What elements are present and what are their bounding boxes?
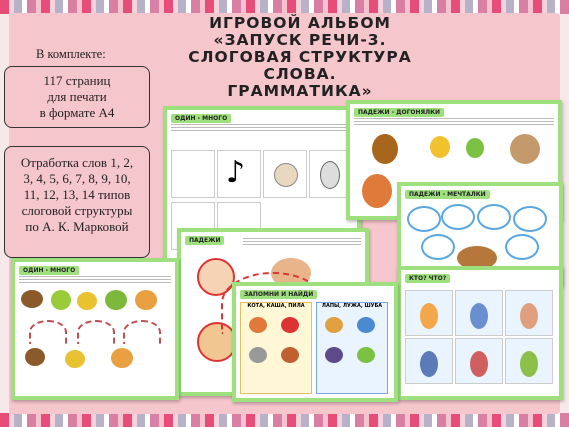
nut-icon — [274, 163, 298, 187]
page-title — [150, 15, 450, 100]
dashed-arc — [123, 320, 161, 344]
title-line: СЛОГОВАЯ СТРУКТУРА СЛОВА. — [188, 48, 412, 83]
picture-cell — [405, 290, 453, 336]
thought-cloud — [477, 204, 511, 230]
picture-cell — [505, 290, 553, 336]
picture-cell — [263, 150, 307, 198]
house-icon — [21, 290, 43, 308]
girl-icon — [420, 303, 438, 329]
house-icon — [25, 348, 45, 366]
puddle-icon — [357, 317, 375, 333]
thought-cloud — [505, 234, 539, 260]
card-kota — [240, 302, 312, 394]
worksheet-odin-mnogo-bottom — [11, 258, 179, 400]
sheet-title: ПАДЕЖИ - ДОГОНЯЛКИ — [354, 108, 444, 117]
info-line: Отработка слов 1, 2, — [20, 155, 134, 170]
sheet-title: ПАДЕЖИ — [185, 236, 224, 245]
bottom-stripe-border — [0, 413, 569, 427]
sheet-title: ЗАПОМНИ И НАЙДИ — [240, 290, 317, 299]
lemon-icon — [65, 350, 85, 368]
title-line: ИГРОВОЙ АЛЬБОМ — [209, 14, 391, 32]
sheet-title: ПАДЕЖИ - МЕЧТАЛКИ — [405, 190, 490, 199]
picture-cell — [505, 338, 553, 384]
syllable-types-box — [4, 146, 150, 258]
owl-icon — [372, 134, 398, 164]
picture-cell — [455, 290, 503, 336]
thought-cloud — [513, 206, 547, 232]
info-line: 3, 4, 5, 6, 7, 8, 9, 10, — [23, 171, 131, 186]
coat-icon — [325, 347, 343, 363]
thought-cloud — [421, 234, 455, 260]
kit-label: В комплекте: — [36, 47, 106, 61]
title-line: «ЗАПУСК РЕЧИ-3. — [213, 31, 387, 49]
saw-icon — [281, 317, 299, 333]
apple-icon — [51, 290, 71, 310]
cabbage-icon — [105, 290, 127, 310]
picture-cell — [455, 338, 503, 384]
bug-icon — [320, 161, 340, 189]
pages-info-box — [4, 66, 150, 128]
frog-icon — [357, 347, 375, 363]
top-stripe-border — [0, 0, 569, 14]
thought-cloud — [441, 204, 475, 230]
plant-icon — [520, 351, 538, 377]
bowl-icon — [249, 317, 267, 333]
picture-cell — [309, 150, 351, 198]
dashed-arc — [77, 320, 115, 344]
card-lapy — [316, 302, 388, 394]
info-line: 117 страниц — [43, 73, 111, 88]
picture-cell — [217, 150, 261, 198]
worksheet-kto-chto — [397, 266, 563, 400]
grandma-icon — [520, 303, 538, 329]
sheet-title: ОДИН - МНОГО — [171, 114, 231, 123]
sheet-title: ОДИН - МНОГО — [19, 266, 79, 275]
info-line: в формате А4 — [39, 105, 115, 120]
boy-runner-icon — [362, 174, 392, 208]
info-line: слоговой структуры — [21, 203, 133, 218]
thought-cloud — [407, 206, 441, 232]
picture-cell — [405, 338, 453, 384]
paw-icon — [325, 317, 343, 333]
sheet-title: КТО? ЧТО? — [405, 274, 450, 283]
sheet-instructions — [243, 238, 361, 246]
info-line: 11, 12, 13, 14 типов — [23, 187, 131, 202]
info-line: по А. К. Марковой — [25, 219, 129, 234]
sheet-instructions — [171, 124, 353, 132]
sheet-instructions — [354, 118, 554, 126]
lemon-icon — [77, 292, 97, 310]
child-icon — [470, 351, 488, 377]
sheet-instructions — [19, 276, 171, 284]
orange-icon — [135, 290, 157, 310]
dashed-arc — [29, 320, 67, 344]
snake-icon — [466, 138, 484, 158]
title-line: ГРАММАТИКА» — [227, 82, 373, 100]
cat-icon — [249, 347, 267, 363]
card-label: КОТА, КАША, ПИЛА — [247, 303, 305, 309]
man-icon — [420, 351, 438, 377]
boy-icon — [470, 303, 488, 329]
leg-icon — [111, 348, 133, 368]
card-label: ЛАПЫ, ЛУЖА, ШУБА — [321, 303, 383, 309]
bee-icon — [430, 136, 450, 158]
picture-cell — [171, 150, 215, 198]
info-line: для печати — [47, 89, 107, 104]
food-icon — [281, 347, 299, 363]
llama-icon — [510, 134, 540, 164]
music-note-icon: ♪ — [226, 155, 246, 190]
worksheet-zapomni — [232, 282, 398, 402]
